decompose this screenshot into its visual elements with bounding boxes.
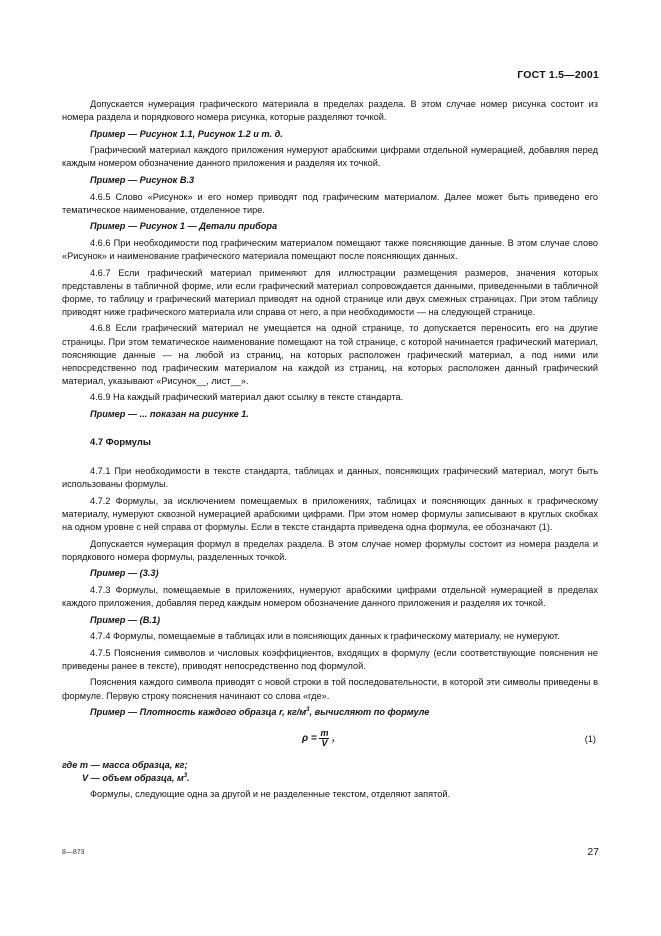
formula-equals: =: [310, 732, 317, 744]
paragraph: Допускается нумерация формул в пределах раздела. В этом случае номер формулы состоит из номера раздела и порядкового номера формулы, разделенных точкой.: [62, 538, 598, 562]
where-text: .: [187, 772, 190, 783]
example-text: Пример — Плотность каждого образца r, кг/м: [90, 707, 307, 718]
page-number: 27: [587, 846, 599, 858]
formula-fraction: [319, 729, 329, 748]
example-line: [62, 706, 598, 719]
page-body: [62, 98, 598, 805]
paragraph: 4.6.7 Если графический материал применяют для иллюстрации размещения размеров, значения которых представлены в табличной форме, или если графический материал сопровождается данными, приведенными в табличной форме, то таблицу и графический материал приводят на одной странице или двух смежных страницах. При этом таблицу приводят ниже графического материала или справа от него, а при необходимости — на следующей странице.: [62, 267, 598, 317]
section-heading: 4.7 Формулы: [90, 436, 151, 448]
paragraph: Графический материал каждого приложения нумеруют арабскими цифрами отдельной нумерацией, добавляя перед каждым номером обозначение данного приложения и разделяя их точкой.: [62, 145, 598, 169]
example-text: , вычисляют по формуле: [309, 707, 430, 718]
where-line: [62, 772, 598, 785]
paragraph: 4.7.2 Формулы, за исключением помещаемых в приложениях, таблицах и поясняющих данных к графическому материалу, нумеруют сквозной нумерацией арабскими цифрами. При этом номер формулы записывают в круглых скобках на одном уровне с ней справа от формулы. Если в тексте стандарта приведена одна формула, ее обозначают (1).: [62, 495, 598, 533]
formula-lhs: ρ: [302, 732, 309, 744]
paragraph: Формулы, следующие одна за другой и не разделенные текстом, отделяют запятой.: [90, 788, 451, 799]
standard-header: ГОСТ 1.5—2001: [517, 69, 599, 81]
paragraph: 4.7.3 Формулы, помещаемые в приложениях, нумеруют арабскими цифрами отдельной нумерацией в пределах каждого приложения, добавляя перед каждым номером обозначение данного приложения и разделяя их точкой.: [62, 584, 598, 608]
paragraph: 4.6.8 Если графический материал не умещается на одной странице, то допускается переносить его на другие страницы. При этом тематическое наименование помещают на той странице, с которой начинается графический материал, поясняющие данные — на любой из страниц, на которых расположен графический материал, а под ними или непосредственно под графическим материалом на каждой из страниц, на которых расположен данный графический материал, указывают «Рисунок__, лист__».: [62, 323, 598, 386]
paragraph: 4.6.9 На каждый графический материал дают ссылку в тексте стандарта.: [90, 392, 404, 403]
print-code: 8—873: [62, 849, 85, 856]
superscript: 3: [183, 772, 188, 779]
paragraph: 4.6.5 Слово «Рисунок» и его номер приводят под графическим материалом. Далее может быть приведено его тематическое наименование, отделенное тире.: [62, 191, 598, 215]
paragraph: 4.7.5 Пояснения символов и числовых коэффициентов, входящих в формулу (если соответствующие пояснения не приведены ранее в тексте), приводят непосредственно под формулой.: [62, 647, 598, 671]
paragraph: Пояснения каждого символа приводят с новой строки в той последовательности, в которой эти символы приведены в формуле. Первую строку пояснения начинают со слова «где».: [62, 677, 598, 701]
example-line: Пример — Рисунок В.3: [90, 174, 195, 185]
formula-number: (1): [584, 733, 596, 744]
paragraph: 4.7.4 Формулы, помещаемые в таблицах или в поясняющих данных к графическому материалу, не нумеруют.: [90, 631, 560, 642]
paragraph: 4.7.1 При необходимости в тексте стандарта, таблицах и данных, поясняющих графический материал, могут быть использованы формулы.: [62, 466, 598, 490]
example-line: Пример — Рисунок 1 — Детали прибора: [90, 221, 278, 232]
example-line: Пример — Рисунок 1.1, Рисунок 1.2 и т. д.: [90, 128, 283, 139]
paragraph: 4.6.6 При необходимости под графическим материалом помещают также поясняющие данные. В этом случае слово «Рисунок» и наименование графического материала помещают после поясняющих данных.: [62, 237, 598, 261]
where-line: где m — масса образца, кг;: [62, 759, 188, 770]
example-line: Пример — (3.3): [90, 568, 159, 579]
formula-denominator: V: [321, 737, 328, 748]
example-line: Пример — ... показан на рисунке 1.: [90, 408, 249, 419]
example-line: Пример — (В.1): [90, 614, 161, 625]
paragraph: Допускается нумерация графического материала в пределах раздела. В этом случае номер рисунка состоит из номера раздела и порядкового номера рисунка, которые разделяют точкой.: [62, 99, 598, 123]
superscript: 3: [306, 707, 310, 714]
formula-trailing-comma: ,: [332, 732, 336, 744]
where-text: V — объем образца, м: [82, 772, 184, 783]
formula-numerator: m: [320, 727, 329, 738]
formula-row: [62, 723, 598, 753]
formula: [302, 729, 335, 748]
